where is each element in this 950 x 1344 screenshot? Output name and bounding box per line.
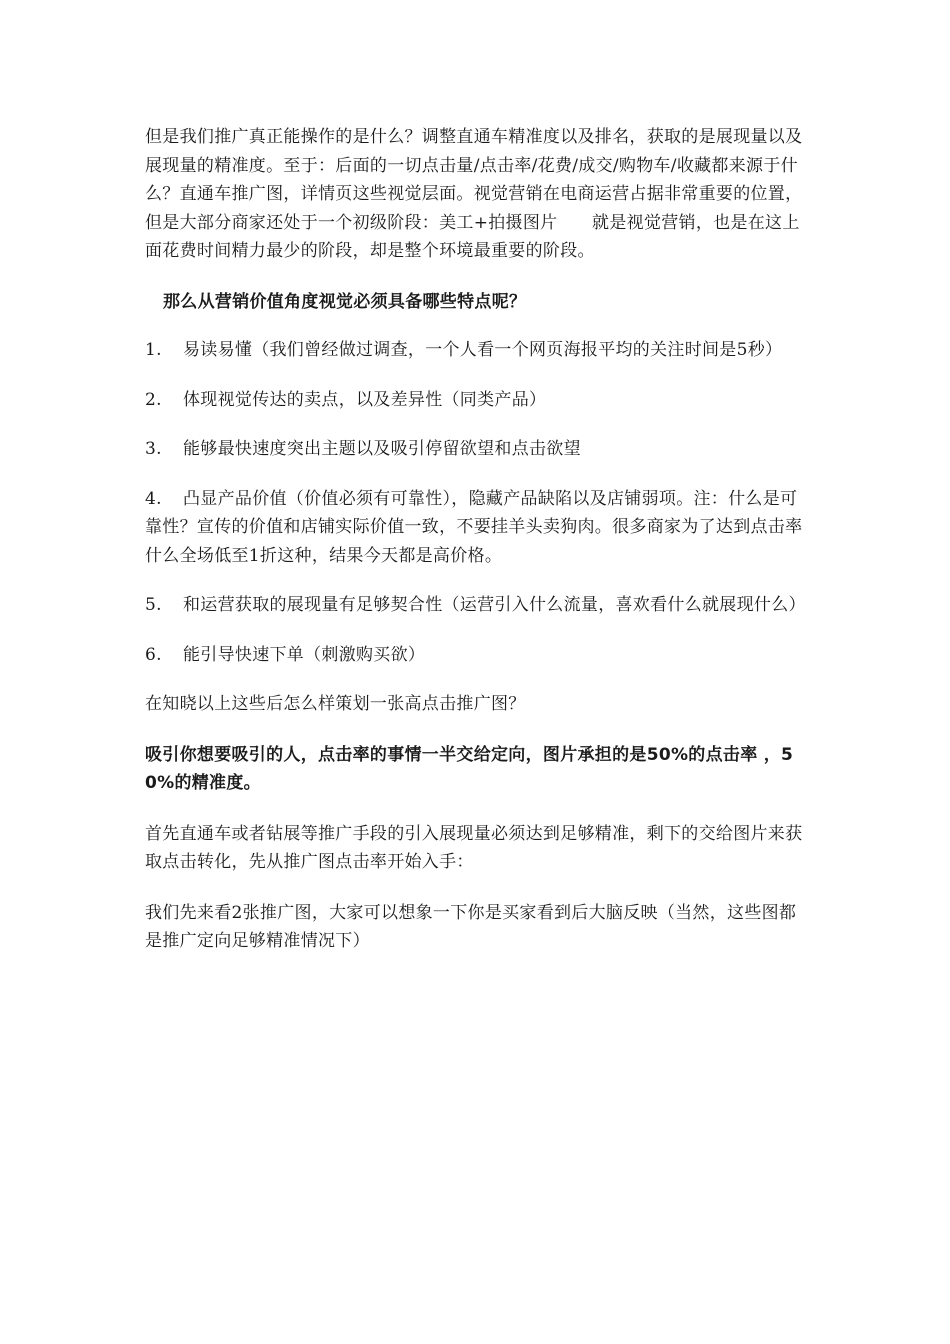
list-item-text: 易读易懂（我们曾经做过调查，一个人看一个网页海报平均的关注时间是5秒） — [183, 340, 783, 360]
list-item — [145, 591, 810, 620]
list-item-number: 2. — [145, 389, 162, 410]
list-item-number: 6. — [145, 644, 162, 665]
list-item-text: 能引导快速下单（刺激购买欲） — [183, 644, 426, 665]
list-item — [145, 641, 810, 670]
list-item-number: 3. — [145, 439, 162, 459]
list-item-text: 和运营获取的展现量有足够契合性（运营引入什么流量，喜欢看什么就展现什么） — [183, 595, 806, 615]
bold-statement: 吸引你想要吸引的人，点击率的事情一半交给定向，图片承担的是50%的点击率 ，50%的精准度。 — [145, 744, 794, 793]
document-body — [145, 123, 810, 978]
body-paragraph-1: 首先直通车或者钻展等推广手段的引入展现量必须达到足够精准，剩下的交给图片来获取点击转化，先从推广图点击率开始入手： — [145, 823, 803, 872]
list-item-text: 凸显产品价值（价值必须有可靠性），隐藏产品缺陷以及店铺弱项。注：什么是可靠性？宣传的价值和店铺实际价值一致，不要挂羊头卖狗肉。很多商家为了达到点击率什么全场低至1折这种，结果今天都是高价格。 — [145, 488, 803, 566]
list-item-number: 1. — [145, 340, 162, 360]
body-paragraph-2: 我们先来看2张推广图，大家可以想象一下你是买家看到后大脑反映（当然，这些图都是推广定向足够精准情况下） — [145, 902, 797, 951]
intro-paragraph: 但是我们推广真正能操作的是什么？调整直通车精准度以及排名，获取的是展现量以及展现量的精准度。至于：后面的一切点击量/点击率/花费/成交/购物车/收藏都来源于什么？直通车推广图，详情页这些视觉层面。视觉营销在电商运营占据非常重要的位置，但是大部分商家还处于一个初级阶段：美工+拍摄图片 就是视觉营销，也是在这上面花费时间精力最少的阶段，却是整个环境最重要的阶段。 — [145, 127, 803, 261]
list-item — [145, 336, 810, 365]
list-item — [145, 485, 810, 571]
list-item — [145, 386, 810, 415]
list-item-number: 4. — [145, 488, 162, 509]
list-item-text: 能够最快速度突出主题以及吸引停留欲望和点击欲望 — [183, 439, 581, 459]
section-heading: 那么从营销价值角度视觉必须具备哪些特点呢？ — [163, 291, 527, 312]
list-item-text: 体现视觉传达的卖点，以及差异性（同类产品） — [183, 389, 547, 410]
list-item — [145, 435, 810, 464]
question-paragraph: 在知晓以上这些后怎么样策划一张高点击推广图？ — [145, 694, 526, 714]
list-item-number: 5. — [145, 595, 162, 615]
